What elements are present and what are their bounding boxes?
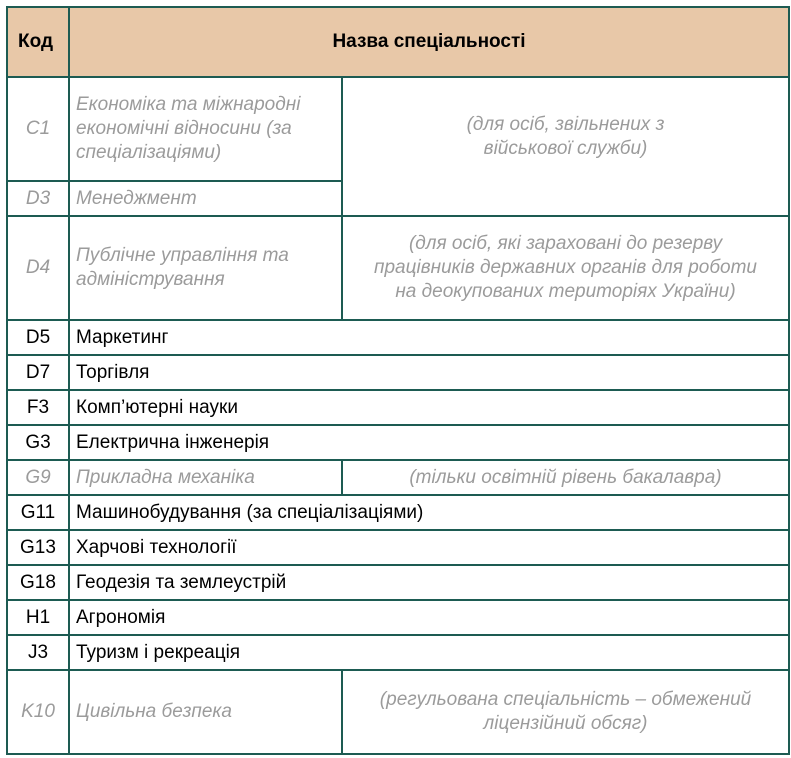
table-row: [7, 635, 789, 670]
row-name: Геодезія та землеустрій: [69, 565, 789, 600]
table-row: [7, 320, 789, 355]
row-code: J3: [7, 635, 69, 670]
row-name: Прикладна механіка: [69, 460, 342, 495]
row-code: D3: [7, 181, 69, 216]
column-header-code: Код: [7, 7, 69, 77]
row-note: (для осіб, які зараховані до резерву працівників державних органів для роботи на деокупованих територіях України): [342, 216, 789, 320]
row-code: K10: [7, 670, 69, 754]
row-code: G18: [7, 565, 69, 600]
row-note: (регульована спеціальність – обмежений ліцензійний обсяг): [342, 670, 789, 754]
table-header-row: [7, 7, 789, 77]
row-name: Електрична інженерія: [69, 425, 789, 460]
table-row: [7, 355, 789, 390]
row-code: D7: [7, 355, 69, 390]
row-name: Комп’ютерні науки: [69, 390, 789, 425]
table-row: [7, 565, 789, 600]
table-row: [7, 495, 789, 530]
row-name: Торгівля: [69, 355, 789, 390]
row-code: F3: [7, 390, 69, 425]
table-row: [7, 77, 789, 181]
table-row: [7, 425, 789, 460]
row-name: Цивільна безпека: [69, 670, 342, 754]
row-code: H1: [7, 600, 69, 635]
row-code: G13: [7, 530, 69, 565]
table-row: [7, 530, 789, 565]
row-name: Економіка та міжнародні економічні відносини (за спеціалізаціями): [69, 77, 342, 181]
specialties-table: [6, 6, 790, 755]
row-code: G9: [7, 460, 69, 495]
table-row: [7, 460, 789, 495]
row-code: G3: [7, 425, 69, 460]
row-name: Машинобудування (за спеціалізаціями): [69, 495, 789, 530]
row-note: (для осіб, звільнених з військової служби): [342, 77, 789, 216]
row-name: Харчові технології: [69, 530, 789, 565]
row-name: Менеджмент: [69, 181, 342, 216]
table-row: [7, 600, 789, 635]
row-code: D4: [7, 216, 69, 320]
table-row: [7, 216, 789, 320]
row-name: Туризм і рекреація: [69, 635, 789, 670]
row-code: C1: [7, 77, 69, 181]
table-row: [7, 670, 789, 754]
row-name: Агрономія: [69, 600, 789, 635]
column-header-name: Назва спеціальності: [69, 7, 789, 77]
table-row: [7, 390, 789, 425]
row-note: (тільки освітній рівень бакалавра): [342, 460, 789, 495]
row-name: Маркетинг: [69, 320, 789, 355]
row-code: D5: [7, 320, 69, 355]
row-name: Публічне управління та адміністрування: [69, 216, 342, 320]
row-code: G11: [7, 495, 69, 530]
